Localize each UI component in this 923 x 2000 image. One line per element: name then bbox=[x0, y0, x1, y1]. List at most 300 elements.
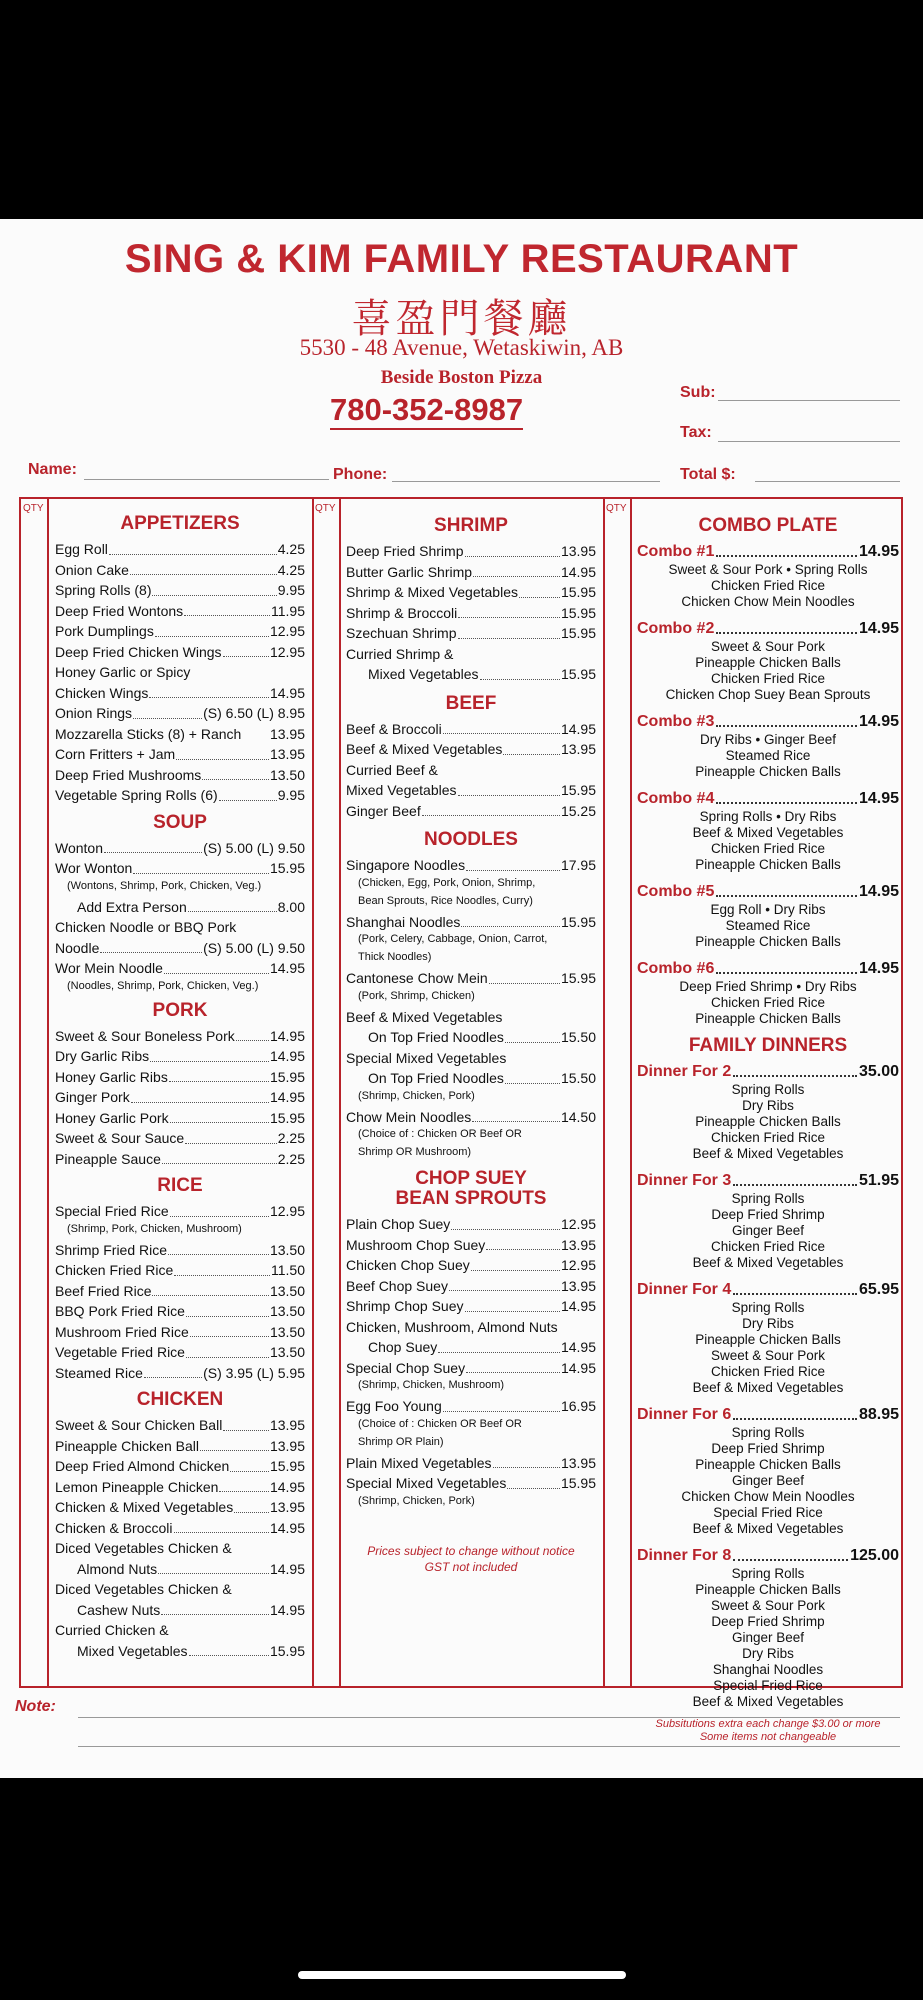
combo-content: Spring Rolls • Dry Ribs bbox=[699, 809, 837, 824]
menu-item[interactable] bbox=[346, 1027, 596, 1048]
menu-column-3 bbox=[637, 515, 899, 1744]
item-description: (Shrimp, Chicken, Pork) bbox=[358, 1494, 475, 1507]
item-name: Cashew Nuts bbox=[77, 1601, 161, 1618]
menu-item[interactable] bbox=[55, 1600, 305, 1621]
menu-item[interactable] bbox=[55, 1497, 305, 1518]
combo-content: Egg Roll • Dry Ribs bbox=[710, 902, 826, 917]
combo-price: 14.95 bbox=[858, 620, 899, 637]
menu-item[interactable] bbox=[55, 1456, 305, 1477]
menu-item[interactable] bbox=[346, 1214, 596, 1235]
combo-content: Beef & Mixed Vegetables bbox=[692, 1146, 844, 1161]
leader-dots bbox=[189, 1641, 269, 1657]
menu-item[interactable] bbox=[55, 1301, 305, 1322]
total-line[interactable] bbox=[755, 481, 900, 482]
section-title: APPETIZERS bbox=[120, 513, 240, 534]
item-name: Curried Chicken & bbox=[55, 1622, 169, 1638]
item-name: Chicken Chop Suey bbox=[346, 1257, 470, 1273]
item-name: Egg Roll bbox=[55, 541, 108, 557]
item-price: 14.50 bbox=[560, 1108, 596, 1125]
combo-content: Pineapple Chicken Balls bbox=[695, 764, 841, 779]
item-name: Add Extra Person bbox=[77, 898, 187, 915]
leader-dots bbox=[190, 1322, 269, 1338]
menu-item[interactable] bbox=[55, 785, 305, 806]
combo-item[interactable] bbox=[637, 958, 899, 1027]
family-dinner-item[interactable] bbox=[637, 1061, 899, 1162]
menu-item[interactable] bbox=[346, 1068, 596, 1089]
menu-item[interactable] bbox=[346, 801, 596, 822]
home-indicator[interactable] bbox=[298, 1971, 626, 1979]
menu-item[interactable] bbox=[55, 1559, 305, 1580]
leader-dots bbox=[507, 1473, 560, 1489]
menu-item[interactable] bbox=[55, 1046, 305, 1067]
combo-name: Combo #6 bbox=[637, 960, 715, 977]
menu-item[interactable] bbox=[55, 744, 305, 765]
item-name: Shrimp & Mixed Vegetables bbox=[346, 584, 518, 600]
menu-item[interactable] bbox=[55, 1067, 305, 1088]
item-price: 12.95 bbox=[269, 623, 305, 639]
item-name: Mixed Vegetables bbox=[368, 666, 479, 682]
combo-content: Ginger Beef bbox=[731, 1630, 805, 1645]
combo-content: Steamed Rice bbox=[725, 748, 811, 763]
item-description: Bean Sprouts, Rice Noodles, Curry) bbox=[358, 894, 533, 907]
combo-item[interactable] bbox=[637, 618, 899, 703]
item-description: (Pork, Celery, Cabbage, Onion, Carrot, bbox=[358, 933, 548, 945]
item-name: Special Chop Suey bbox=[346, 1359, 466, 1376]
item-name: Chicken Noodle or BBQ Pork bbox=[55, 919, 237, 935]
menu-item[interactable] bbox=[55, 580, 305, 601]
menu-item[interactable] bbox=[55, 838, 305, 859]
combo-price: 51.95 bbox=[858, 1172, 899, 1189]
item-name: Beef Fried Rice bbox=[55, 1282, 152, 1299]
item-price: 14.95 bbox=[269, 684, 305, 701]
combo-content: Ginger Beef bbox=[731, 1223, 805, 1238]
item-name: Steamed Rice bbox=[55, 1364, 143, 1381]
menu-item[interactable] bbox=[346, 855, 596, 876]
combo-content: Dry Ribs bbox=[742, 1646, 794, 1661]
menu-item[interactable] bbox=[55, 917, 305, 938]
item-description: (Shrimp, Chicken, Mushroom) bbox=[358, 1379, 505, 1391]
item-price: 14.95 bbox=[269, 1089, 305, 1105]
combo-content: Sweet & Sour Pork bbox=[710, 639, 826, 654]
item-name: Beef Chop Suey bbox=[346, 1277, 448, 1294]
menu-item[interactable] bbox=[55, 897, 305, 918]
item-name: Honey Garlic Pork bbox=[55, 1109, 169, 1126]
tax-label: Tax: bbox=[680, 424, 712, 441]
leader-dots bbox=[164, 958, 269, 974]
note-line-2[interactable] bbox=[78, 1746, 900, 1747]
combo-price: 14.95 bbox=[858, 713, 899, 730]
item-price: 15.95 bbox=[269, 1458, 305, 1474]
menu-item[interactable] bbox=[55, 1579, 305, 1600]
item-name: Szechuan Shrimp bbox=[346, 625, 457, 641]
combo-content: Chicken Fried Rice bbox=[710, 1364, 826, 1379]
menu-item[interactable] bbox=[55, 683, 305, 704]
leader-dots bbox=[473, 562, 560, 578]
family-dinner-item[interactable] bbox=[637, 1404, 899, 1537]
menu-item[interactable] bbox=[346, 760, 596, 781]
item-name: Deep Fried Mushrooms bbox=[55, 766, 202, 783]
item-price: 14.95 bbox=[269, 1519, 305, 1536]
menu-item[interactable] bbox=[55, 1641, 305, 1662]
leader-dots bbox=[465, 1296, 560, 1312]
menu-item[interactable] bbox=[346, 1337, 596, 1358]
total-label: Total $: bbox=[680, 466, 736, 483]
item-name: Singapore Noodles bbox=[346, 857, 466, 873]
menu-item[interactable] bbox=[346, 1235, 596, 1256]
item-price: 13.95 bbox=[269, 725, 305, 742]
combo-price: 14.95 bbox=[858, 543, 899, 560]
menu-item[interactable] bbox=[55, 1149, 305, 1170]
item-name: Butter Garlic Shrimp bbox=[346, 563, 473, 580]
leader-dots bbox=[223, 642, 269, 658]
item-name: On Top Fried Noodles bbox=[368, 1070, 504, 1086]
item-name: Ginger Beef bbox=[346, 802, 421, 819]
leader-dots bbox=[133, 703, 202, 719]
menu-item[interactable] bbox=[55, 765, 305, 786]
combo-header bbox=[637, 541, 899, 562]
combo-content: Pineapple Chicken Balls bbox=[695, 934, 841, 949]
menu-item[interactable] bbox=[346, 719, 596, 740]
item-name: Wor Mein Noodle bbox=[55, 960, 163, 976]
leader-dots bbox=[466, 855, 560, 871]
menu-item[interactable] bbox=[55, 1108, 305, 1129]
item-price: 15.95 bbox=[560, 1475, 596, 1491]
item-name: Honey Garlic or Spicy bbox=[55, 664, 191, 680]
item-name: Special Mixed Vegetables bbox=[346, 1049, 507, 1066]
menu-item[interactable] bbox=[55, 1322, 305, 1343]
leader-dots bbox=[144, 1363, 202, 1379]
substitution-note-line: Some items not changeable bbox=[699, 1731, 837, 1743]
item-price: 12.95 bbox=[560, 1257, 596, 1273]
section-title: CHOP SUEY bbox=[415, 1168, 527, 1189]
menu-item[interactable] bbox=[55, 662, 305, 683]
note-line-1[interactable] bbox=[78, 1717, 900, 1718]
menu-item[interactable] bbox=[55, 539, 305, 560]
combo-price: 14.95 bbox=[858, 790, 899, 807]
qty-label-2: QTY bbox=[315, 503, 336, 514]
menu-item[interactable] bbox=[346, 1276, 596, 1297]
item-price: 13.50 bbox=[269, 1344, 305, 1360]
combo-price: 65.95 bbox=[858, 1281, 899, 1298]
name-label: Name: bbox=[28, 461, 77, 478]
item-price: 2.25 bbox=[277, 1130, 305, 1146]
menu-item[interactable] bbox=[55, 621, 305, 642]
menu-item[interactable] bbox=[55, 1363, 305, 1384]
leader-dots bbox=[223, 1415, 269, 1431]
leader-dots bbox=[443, 719, 560, 735]
menu-item[interactable] bbox=[55, 642, 305, 663]
leader-dots bbox=[161, 1600, 269, 1616]
item-name: Pineapple Chicken Ball bbox=[55, 1437, 199, 1454]
menu-item[interactable] bbox=[55, 858, 305, 879]
menu-item[interactable] bbox=[55, 1436, 305, 1457]
combo-content: Dry Ribs bbox=[742, 1098, 794, 1113]
item-name: Spring Rolls (8) bbox=[55, 582, 152, 598]
combo-item[interactable] bbox=[637, 881, 899, 950]
item-name: Plain Mixed Vegetables bbox=[346, 1454, 492, 1471]
family-dinner-item[interactable] bbox=[637, 1170, 899, 1271]
leader-dots bbox=[174, 1260, 270, 1276]
sub-label: Sub: bbox=[680, 384, 716, 401]
price-note-line: Prices subject to change without notice bbox=[367, 1543, 575, 1558]
section-title: PORK bbox=[152, 999, 208, 1021]
item-price: 15.95 bbox=[269, 1068, 305, 1085]
item-price: 15.50 bbox=[560, 1029, 596, 1045]
menu-item[interactable] bbox=[55, 938, 305, 959]
menu-item[interactable] bbox=[346, 562, 596, 583]
item-name: Shrimp & Broccoli bbox=[346, 604, 458, 621]
item-description: (Chicken, Egg, Pork, Onion, Shrimp, bbox=[358, 876, 536, 889]
leader-dots bbox=[458, 780, 560, 796]
section-title: RICE bbox=[157, 1175, 203, 1196]
item-price: 14.95 bbox=[269, 960, 305, 976]
leader-dots bbox=[486, 1235, 560, 1251]
menu-item[interactable] bbox=[55, 724, 305, 745]
combo-header bbox=[637, 1061, 899, 1082]
item-price: 4.25 bbox=[277, 541, 305, 557]
leader-dots bbox=[461, 912, 560, 928]
item-price: 13.95 bbox=[269, 1499, 305, 1515]
item-name: Dry Garlic Ribs bbox=[55, 1048, 150, 1064]
combo-price: 14.95 bbox=[858, 960, 899, 977]
item-price: (S) 3.95 (L) 5.95 bbox=[203, 1364, 305, 1381]
leader-dots bbox=[471, 1255, 560, 1271]
leader-dots bbox=[155, 621, 269, 637]
item-description: (Noodles, Shrimp, Pork, Chicken, Veg.) bbox=[67, 979, 259, 992]
combo-plate-title: COMBO PLATE bbox=[698, 515, 838, 536]
item-name: Cantonese Chow Mein bbox=[346, 970, 488, 986]
menu-item[interactable] bbox=[346, 1473, 596, 1494]
item-name: Mozzarella Sticks (8) + Ranch bbox=[55, 725, 242, 742]
combo-content: Pineapple Chicken Balls bbox=[695, 1457, 841, 1472]
combo-content: Deep Fried Shrimp bbox=[711, 1614, 825, 1629]
combo-item[interactable] bbox=[637, 711, 899, 780]
menu-item[interactable] bbox=[346, 1007, 596, 1028]
combo-content: Pineapple Chicken Balls bbox=[695, 1011, 841, 1026]
item-price: 14.95 bbox=[560, 1339, 596, 1355]
menu-item[interactable] bbox=[55, 958, 305, 979]
combo-content: Deep Fried Shrimp bbox=[711, 1207, 825, 1222]
leader-dots bbox=[733, 1061, 857, 1077]
restaurant-title: SING & KIM FAMILY RESTAURANT bbox=[124, 237, 799, 281]
combo-item[interactable] bbox=[637, 788, 899, 873]
leader-dots bbox=[489, 968, 560, 984]
menu-item[interactable] bbox=[346, 780, 596, 801]
item-name: Diced Vegetables Chicken & bbox=[55, 1581, 232, 1597]
item-price: 9.95 bbox=[277, 787, 305, 803]
leader-dots bbox=[519, 582, 560, 598]
combo-header bbox=[637, 1545, 899, 1566]
leader-dots bbox=[152, 1281, 268, 1297]
menu-item[interactable] bbox=[55, 1240, 305, 1261]
item-price: 13.50 bbox=[269, 1323, 305, 1340]
item-description: (Wontons, Shrimp, Pork, Chicken, Veg.) bbox=[67, 879, 262, 892]
item-price: 13.95 bbox=[560, 543, 596, 559]
phone-line[interactable] bbox=[392, 481, 660, 482]
menu-item[interactable] bbox=[55, 1128, 305, 1149]
menu-item[interactable] bbox=[346, 1396, 596, 1417]
item-price: 15.95 bbox=[560, 604, 596, 621]
combo-content: Ginger Beef bbox=[731, 1473, 805, 1488]
combo-content: Dry Ribs • Ginger Beef bbox=[699, 732, 837, 747]
menu-item[interactable] bbox=[55, 560, 305, 581]
menu-item[interactable] bbox=[346, 739, 596, 760]
combo-content: Spring Rolls bbox=[731, 1300, 805, 1315]
leader-dots bbox=[186, 1342, 269, 1358]
combo-content: Dry Ribs bbox=[742, 1316, 794, 1331]
item-description: (Shrimp, Chicken, Pork) bbox=[358, 1089, 475, 1102]
item-price: 13.95 bbox=[269, 1417, 305, 1433]
menu-item[interactable] bbox=[346, 541, 596, 562]
leader-dots bbox=[716, 541, 857, 557]
leader-dots bbox=[109, 539, 277, 555]
name-line[interactable] bbox=[84, 479, 329, 480]
combo-content: Spring Rolls bbox=[731, 1082, 805, 1097]
section-title: BEEF bbox=[445, 692, 497, 714]
item-name: Wor Wonton bbox=[55, 860, 133, 876]
leader-dots bbox=[219, 1477, 269, 1493]
item-price: 4.25 bbox=[277, 561, 305, 578]
combo-item[interactable] bbox=[637, 541, 899, 610]
menu-item[interactable] bbox=[346, 582, 596, 603]
price-note bbox=[346, 1543, 596, 1575]
menu-item[interactable] bbox=[346, 603, 596, 624]
menu-item[interactable] bbox=[55, 1342, 305, 1363]
item-price: 13.95 bbox=[269, 1437, 305, 1454]
menu-item[interactable] bbox=[346, 968, 596, 989]
combo-header bbox=[637, 788, 899, 809]
leader-dots bbox=[716, 958, 857, 974]
leader-dots bbox=[169, 1067, 269, 1083]
sub-line[interactable] bbox=[718, 400, 900, 401]
family-dinner-item[interactable] bbox=[637, 1279, 899, 1396]
combo-content: Pineapple Chicken Balls bbox=[695, 857, 841, 872]
item-price: 17.95 bbox=[560, 857, 596, 873]
menu-item[interactable] bbox=[346, 912, 596, 933]
item-price: 11.95 bbox=[271, 602, 305, 619]
combo-header bbox=[637, 711, 899, 732]
item-price: (S) 6.50 (L) 8.95 bbox=[203, 705, 305, 721]
leader-dots bbox=[503, 739, 560, 755]
combo-content: Spring Rolls bbox=[731, 1566, 805, 1581]
item-name: Diced Vegetables Chicken & bbox=[55, 1540, 232, 1556]
item-name: Chicken Fried Rice bbox=[55, 1262, 174, 1278]
leader-dots bbox=[168, 1240, 269, 1256]
item-name: Beef & Broccoli bbox=[346, 720, 442, 737]
item-name: Shrimp Chop Suey bbox=[346, 1298, 464, 1314]
menu-item[interactable] bbox=[55, 703, 305, 724]
item-price: 13.95 bbox=[560, 741, 596, 757]
item-price: 15.50 bbox=[560, 1070, 596, 1086]
combo-content: Chicken Fried Rice bbox=[710, 841, 826, 856]
combo-name: Combo #4 bbox=[637, 790, 715, 807]
leader-dots bbox=[716, 711, 857, 727]
leader-dots bbox=[458, 623, 560, 639]
menu-item[interactable] bbox=[55, 1620, 305, 1641]
menu-item[interactable] bbox=[346, 1317, 596, 1338]
menu-item[interactable] bbox=[346, 1296, 596, 1317]
item-price: 15.95 bbox=[560, 666, 596, 682]
leader-dots bbox=[733, 1404, 857, 1420]
section-title: SOUP bbox=[153, 811, 207, 833]
combo-header bbox=[637, 958, 899, 979]
menu-item[interactable] bbox=[55, 1415, 305, 1436]
combo-content: Chicken Fried Rice bbox=[710, 1239, 826, 1254]
menu-item[interactable] bbox=[55, 1201, 305, 1222]
item-name: Vegetable Spring Rolls (6) bbox=[55, 787, 218, 803]
leader-dots bbox=[188, 897, 277, 913]
menu-item[interactable] bbox=[55, 1538, 305, 1559]
menu-item[interactable] bbox=[346, 1107, 596, 1128]
restaurant-chinese-name: 喜盈門餐廳 bbox=[351, 296, 572, 342]
menu-item[interactable] bbox=[55, 601, 305, 622]
leader-dots bbox=[465, 541, 560, 557]
item-name: Wonton bbox=[55, 839, 103, 856]
item-name: Mushroom Chop Suey bbox=[346, 1236, 486, 1253]
menu-item[interactable] bbox=[346, 664, 596, 685]
leader-dots bbox=[130, 560, 277, 576]
menu-item[interactable] bbox=[346, 1255, 596, 1276]
tax-line[interactable] bbox=[718, 441, 900, 442]
menu-item[interactable] bbox=[55, 1518, 305, 1539]
leader-dots bbox=[716, 881, 857, 897]
menu-item[interactable] bbox=[55, 1260, 305, 1281]
menu-item[interactable] bbox=[346, 623, 596, 644]
combo-price: 125.00 bbox=[850, 1547, 899, 1564]
combo-name: Dinner For 2 bbox=[637, 1063, 732, 1080]
combo-content: Beef & Mixed Vegetables bbox=[692, 1380, 844, 1395]
item-price: 2.25 bbox=[277, 1150, 305, 1167]
item-price: 13.50 bbox=[269, 1241, 305, 1258]
item-price: 15.95 bbox=[560, 970, 596, 986]
item-name: Sweet & Sour Sauce bbox=[55, 1130, 185, 1146]
menu-item[interactable] bbox=[55, 1477, 305, 1498]
item-name: Chicken, Mushroom, Almond Nuts bbox=[346, 1318, 558, 1335]
menu-item[interactable] bbox=[346, 1453, 596, 1474]
combo-header bbox=[637, 618, 899, 639]
leader-dots bbox=[162, 1149, 277, 1165]
menu-item[interactable] bbox=[346, 1358, 596, 1379]
combo-content: Sweet & Sour Pork • Spring Rolls bbox=[668, 562, 868, 577]
leader-dots bbox=[170, 1108, 269, 1124]
combo-content: Beef & Mixed Vegetables bbox=[692, 1521, 844, 1536]
combo-content: Chicken Chow Mein Noodles bbox=[681, 594, 855, 609]
menu-item[interactable] bbox=[55, 1087, 305, 1108]
item-price: 16.95 bbox=[560, 1398, 596, 1414]
combo-content: Deep Fried Shrimp bbox=[711, 1441, 825, 1456]
item-price: 12.95 bbox=[269, 643, 305, 660]
leader-dots bbox=[716, 788, 857, 804]
item-price: 13.95 bbox=[560, 1454, 596, 1471]
family-dinner-item[interactable] bbox=[637, 1545, 899, 1710]
menu-item[interactable] bbox=[55, 1281, 305, 1302]
menu-item[interactable] bbox=[346, 644, 596, 665]
leader-dots bbox=[451, 1214, 560, 1230]
item-name: Deep Fried Shrimp bbox=[346, 543, 464, 559]
menu-item[interactable] bbox=[55, 1026, 305, 1047]
leader-dots bbox=[458, 603, 560, 619]
combo-content: Pineapple Chicken Balls bbox=[695, 1582, 841, 1597]
item-name: Onion Rings bbox=[55, 705, 133, 721]
combo-name: Combo #3 bbox=[637, 713, 715, 730]
combo-header bbox=[637, 1279, 899, 1300]
menu-item[interactable] bbox=[346, 1048, 596, 1069]
leader-dots bbox=[150, 1046, 269, 1062]
item-price: 14.95 bbox=[560, 563, 596, 580]
combo-content: Special Fried Rice bbox=[713, 1678, 823, 1693]
item-name: On Top Fried Noodles bbox=[368, 1029, 504, 1045]
leader-dots bbox=[236, 1026, 269, 1042]
